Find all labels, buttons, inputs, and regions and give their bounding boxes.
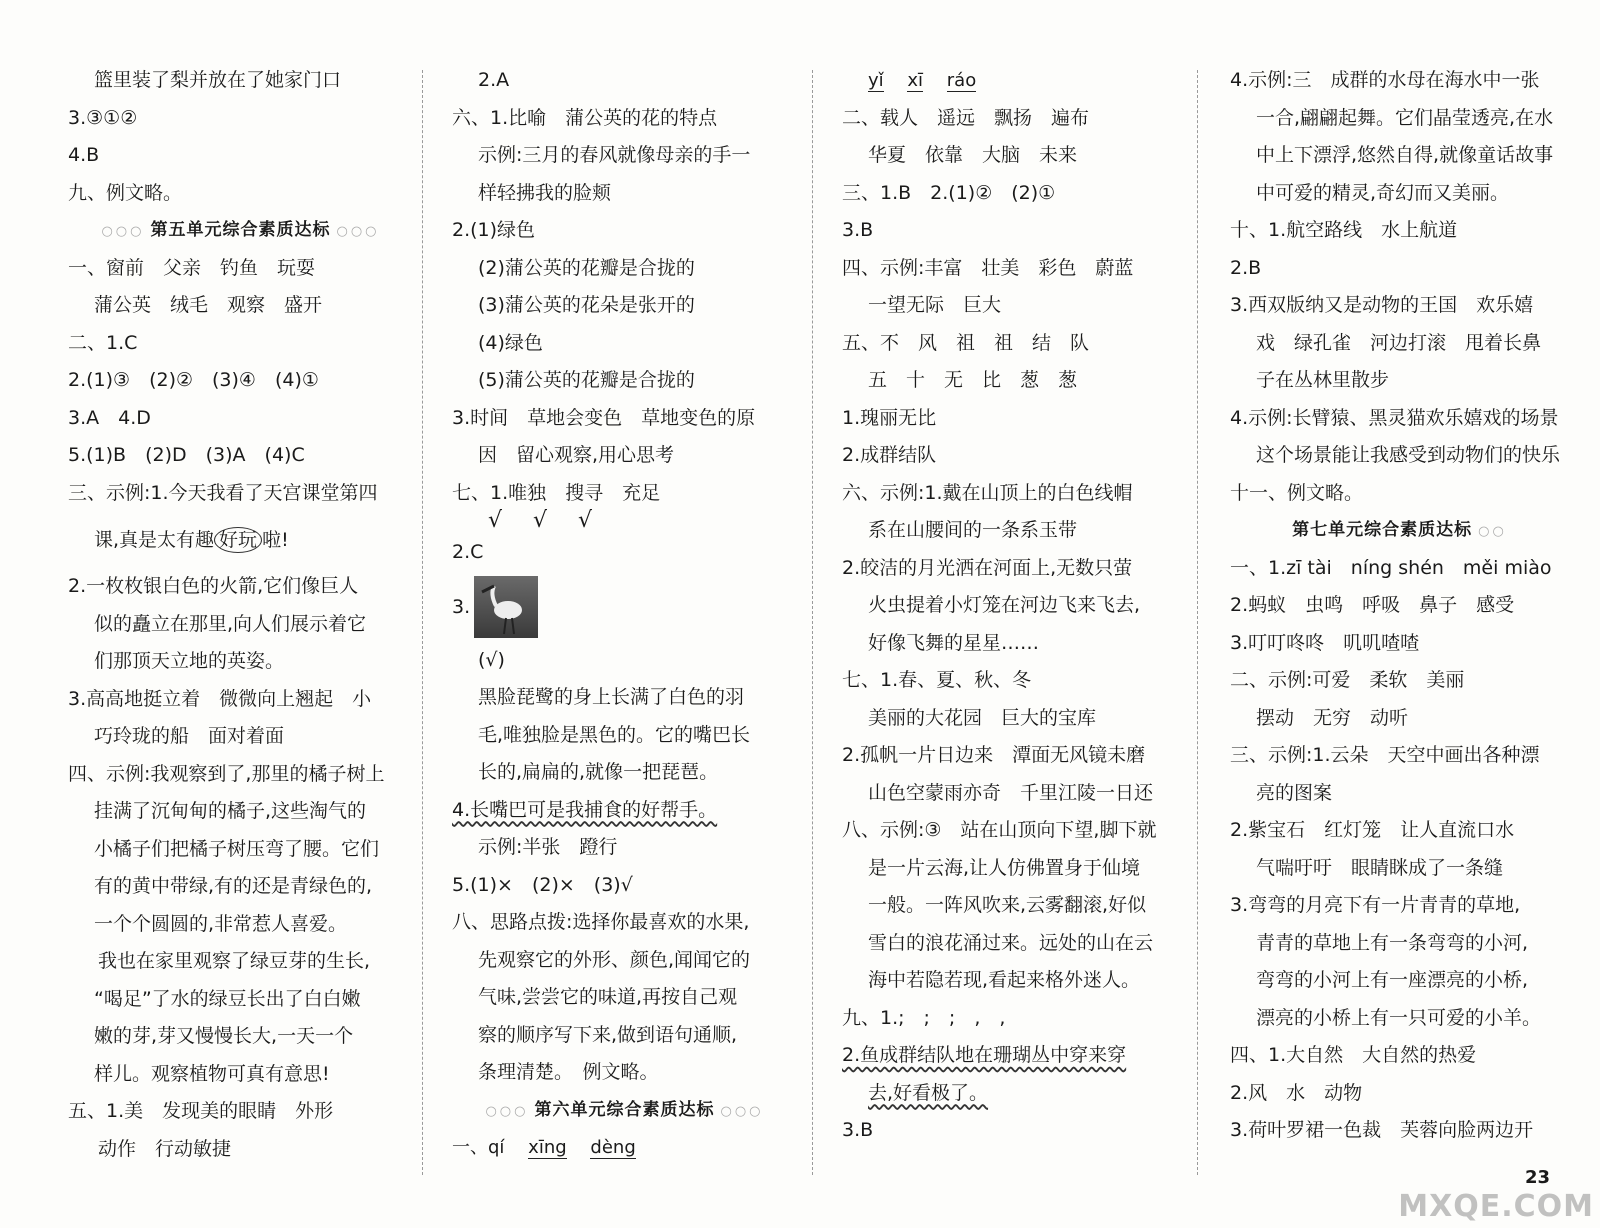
- answer-line: 一望无际 巨大: [868, 294, 1002, 316]
- answer-line: 美丽的大花园 巨大的宝库: [868, 706, 1097, 729]
- answer-line: 十、1.航空路线 水上航道: [1230, 219, 1458, 241]
- pinyin-answer: yǐ xī ráo: [868, 70, 977, 91]
- answer-line: 三、1.B 2.(1)② (2)①: [842, 181, 1056, 204]
- answer-line: 2.(1)③ (2)② (3)④ (4)①: [68, 369, 319, 391]
- answer-line: 海中若隐若现,看起来格外迷人。: [868, 969, 1141, 991]
- answer-line: 一合,翩翩起舞。它们晶莹透亮,在水: [1256, 106, 1554, 129]
- answer-line: 五、1.美 发现美的眼睛 外形: [68, 1100, 334, 1122]
- answer-line: 十一、例文略。: [1230, 481, 1364, 504]
- answer-line: 一、1.zī tài níng shén měi miào: [1230, 556, 1552, 579]
- answer-line: 2.鱼成群结队地在珊瑚丛中穿来穿: [842, 1044, 1127, 1066]
- answer-line: 山色空蒙雨亦奇 千里江陵一日还: [868, 781, 1154, 804]
- answer-line: 条理清楚。 例文略。: [478, 1061, 659, 1083]
- section-title-unit-6: ○○○ 第六单元综合素质达标 ○○○: [485, 1099, 764, 1120]
- answer-line: 3.叮叮咚咚 叽叽喳喳: [1230, 631, 1420, 654]
- answer-line: 黑脸琵鹭的身上长满了白色的羽: [478, 686, 745, 708]
- answer-column-2: [452, 62, 797, 1172]
- answer-line: 系在山腰间的一条系玉带: [868, 519, 1078, 541]
- answer-line: 气味,尝尝它的味道,再按自己观: [478, 986, 738, 1008]
- answer-line: 3.B: [842, 219, 874, 241]
- answer-line: 3.B: [842, 1119, 874, 1141]
- answer-line: 5.(1)B (2)D (3)A (4)C: [68, 444, 305, 466]
- answer-line: 九、例文略。: [68, 181, 183, 204]
- answer-line: 3.时间 草地会变色 草地变色的原: [452, 406, 756, 429]
- answer-line: 摆动 无穷 动听: [1256, 706, 1409, 729]
- answer-line: “喝足”了水的绿豆长出了白白嫩: [94, 987, 361, 1010]
- answer-line: 2.皎洁的月光洒在河面上,无数只萤: [842, 556, 1133, 579]
- answer-line: 2.A: [478, 69, 510, 91]
- answer-line: 篮里装了梨并放在了她家门口: [94, 69, 342, 91]
- answer-line: 中上下漂浮,悠然自得,就像童话故事: [1256, 144, 1554, 166]
- answer-line: 弯弯的小河上有一座漂亮的小桥,: [1256, 969, 1529, 991]
- answer-line: 2.蚂蚁 虫鸣 呼吸 鼻子 感受: [1230, 594, 1515, 616]
- pinyin-answer: 一、qí xīng dèng: [452, 1137, 636, 1158]
- answer-line: 察的顺序写下来,做到语句通顺,: [478, 1023, 738, 1046]
- answer-line: 挂满了沉甸甸的橘子,这些淘气的: [94, 800, 367, 822]
- answer-line: 2.紫宝石 红灯笼 让人直流口水: [1230, 819, 1515, 841]
- answer-line: 5.(1)× (2)× (3)√: [452, 873, 633, 896]
- answer-line: 六、1.比喻 蒲公英的花的特点: [452, 106, 718, 129]
- answer-line: 1.瑰丽无比: [842, 406, 937, 429]
- answer-line: 八、思路点拨:选择你最喜欢的水果,: [452, 911, 750, 933]
- section-title-unit-5: ○○○ 第五单元综合素质达标 ○○○: [101, 220, 380, 240]
- answer-line: 动作 行动敏捷: [98, 1137, 232, 1160]
- answer-line: (√): [478, 648, 505, 671]
- answer-line: 九、1.; ; ; , ,: [842, 1006, 1006, 1029]
- answer-line: 是一片云海,让人仿佛置身于仙境: [868, 856, 1141, 879]
- page-number: 23: [1524, 1167, 1550, 1188]
- answer-line: 五、不 风 祖 祖 结 队: [842, 331, 1090, 354]
- watermark: MXQE.COM: [1398, 1189, 1594, 1224]
- answer-line: 七、1.春、夏、秋、冬: [842, 669, 1032, 691]
- answer-line: 3.荷叶罗裙一色裁 芙蓉向脸两边开: [1230, 1119, 1534, 1141]
- answer-line: 蒲公英 绒毛 观察 盛开: [94, 294, 323, 316]
- answer-line: 去,好看极了。: [868, 1081, 989, 1104]
- answer-line: 示例:半张 蹬行: [478, 836, 618, 858]
- answer-line: 样轻拂我的脸颊: [478, 181, 612, 204]
- answer-line: 2.(1)绿色: [452, 219, 536, 241]
- spoonbill-photo: [474, 576, 538, 638]
- answer-line: 2.风 水 动物: [1230, 1081, 1363, 1104]
- answer-line: 戏 绿孔雀 河边打滚 甩着长鼻: [1256, 331, 1542, 354]
- answer-line: 亮的图案: [1256, 781, 1333, 804]
- answer-line: 二、示例:可爱 柔软 美丽: [1230, 669, 1465, 691]
- answer-line: 4.B: [68, 144, 100, 166]
- answer-line: 毛,唯独脸是黑色的。它的嘴巴长: [478, 723, 751, 746]
- answer-line: 这个场景能让我感受到动物们的快乐: [1256, 444, 1561, 466]
- answer-line: 3.③①②: [68, 106, 138, 129]
- answer-line: 雪白的浪花涌过来。远处的山在云: [868, 931, 1154, 954]
- answer-line: 2.B: [1230, 256, 1262, 279]
- answer-line-with-correction: 课,真是太有趣 好玩 啦!: [94, 529, 289, 551]
- answer-line: 4.示例:三 成群的水母在海水中一张: [1230, 69, 1540, 91]
- answer-line: 先观察它的外形、颜色,闻闻它的: [478, 948, 751, 971]
- answer-column-1: [68, 62, 413, 1172]
- answer-line: 4.示例:长臂猿、黑灵猫欢乐嬉戏的场景: [1230, 406, 1559, 429]
- check-marks: √ √ √: [488, 508, 593, 533]
- answer-line: 我也在家里观察了绿豆芽的生长,: [98, 950, 371, 972]
- answer-line: 2.C: [452, 541, 484, 563]
- answer-line: 火虫提着小灯笼在河边飞来飞去,: [868, 594, 1141, 616]
- answer-column-4: [1230, 62, 1575, 1172]
- answer-line: 漂亮的小桥上有一只可爱的小羊。: [1256, 1006, 1542, 1029]
- answer-line: 似的矗立在那里,向人们展示着它: [94, 612, 367, 635]
- answer-line-with-image: 3.: [452, 572, 797, 642]
- answer-line: 气喘吁吁 眼睛眯成了一条缝: [1256, 856, 1504, 879]
- answer-line: 2.孤帆一片日边来 潭面无风镜未磨: [842, 744, 1146, 766]
- answer-line: 六、示例:1.戴在山顶上的白色线帽: [842, 481, 1133, 504]
- answer-line: 3.高高地挺立着 微微向上翘起 小: [68, 687, 372, 710]
- answer-line: 好像飞舞的星星……: [868, 631, 1040, 654]
- answer-line: 七、1.唯独 搜寻 充足: [452, 481, 661, 504]
- column-divider-2: [812, 70, 813, 1175]
- column-divider-1: [422, 70, 423, 1175]
- answer-line: 巧玲珑的船 面对着面: [94, 725, 285, 747]
- answer-line: 3.A 4.D: [68, 406, 151, 429]
- answer-line: 一个个圆圆的,非常惹人喜爱。: [94, 912, 348, 935]
- answer-line: 中可爱的精灵,奇幻而又美丽。: [1256, 181, 1510, 204]
- answer-line: (3)蒲公英的花朵是张开的: [478, 294, 695, 316]
- answer-line: 3.弯弯的月亮下有一片青青的草地,: [1230, 894, 1521, 916]
- answer-line: (2)蒲公英的花瓣是合拢的: [478, 256, 695, 279]
- answer-line: 华夏 依靠 大脑 未来: [868, 144, 1078, 166]
- section-title-unit-7: 第七单元综合素质达标 ○○: [1292, 520, 1507, 540]
- answer-line: 一般。一阵风吹来,云雾翻滚,好似: [868, 894, 1147, 916]
- answer-line: (4)绿色: [478, 331, 543, 354]
- answer-line: 二、载人 遥远 飘扬 遍布: [842, 106, 1090, 129]
- answer-line: 四、1.大自然 大自然的热爱: [1230, 1044, 1477, 1066]
- answer-line: 小橘子们把橘子树压弯了腰。它们: [94, 837, 380, 860]
- answer-line: 嫩的芽,芽又慢慢长大,一天一个: [94, 1025, 354, 1047]
- answer-line: 4.长嘴巴可是我捕食的好帮手。: [452, 798, 718, 821]
- answer-line: 八、示例:③ 站在山顶向下望,脚下就: [842, 819, 1157, 841]
- answer-line: 子在丛林里散步: [1256, 369, 1390, 391]
- answer-line: 二、1.C: [68, 331, 138, 354]
- answer-line: (5)蒲公英的花瓣是合拢的: [478, 369, 695, 391]
- answer-line: 长的,扁扁的,就像一把琵琶。: [478, 761, 719, 783]
- answer-line: 们那顶天立地的英姿。: [94, 650, 285, 672]
- answer-line: 青青的草地上有一条弯弯的小河,: [1256, 931, 1529, 954]
- answer-line: 2.成群结队: [842, 444, 937, 466]
- corrected-word: 好玩: [214, 527, 262, 553]
- answer-line: 一、窗前 父亲 钓鱼 玩耍: [68, 256, 316, 279]
- answer-line: 四、示例:我观察到了,那里的橘子树上: [68, 762, 385, 785]
- answer-line: 五 十 无 比 葱 葱: [868, 369, 1078, 391]
- answer-column-3: [842, 62, 1187, 1172]
- answer-line: 3.西双版纳又是动物的王国 欢乐嬉: [1230, 294, 1534, 316]
- answer-line: 2.一枚枚银白色的火箭,它们像巨人: [68, 575, 359, 597]
- answer-line: 三、示例:1.今天我看了天宫课堂第四: [68, 481, 378, 504]
- column-divider-3: [1197, 70, 1198, 1175]
- answer-line: 样儿。观察植物可真有意思!: [94, 1062, 330, 1085]
- answer-line: 有的黄中带绿,有的还是青绿色的,: [94, 875, 373, 897]
- answer-line: 因 留心观察,用心思考: [478, 444, 675, 466]
- answer-line: 四、示例:丰富 壮美 彩色 蔚蓝: [842, 256, 1134, 279]
- answer-line: 三、示例:1.云朵 天空中画出各种漂: [1230, 744, 1540, 766]
- answer-line: 示例:三月的春风就像母亲的手一: [478, 144, 751, 166]
